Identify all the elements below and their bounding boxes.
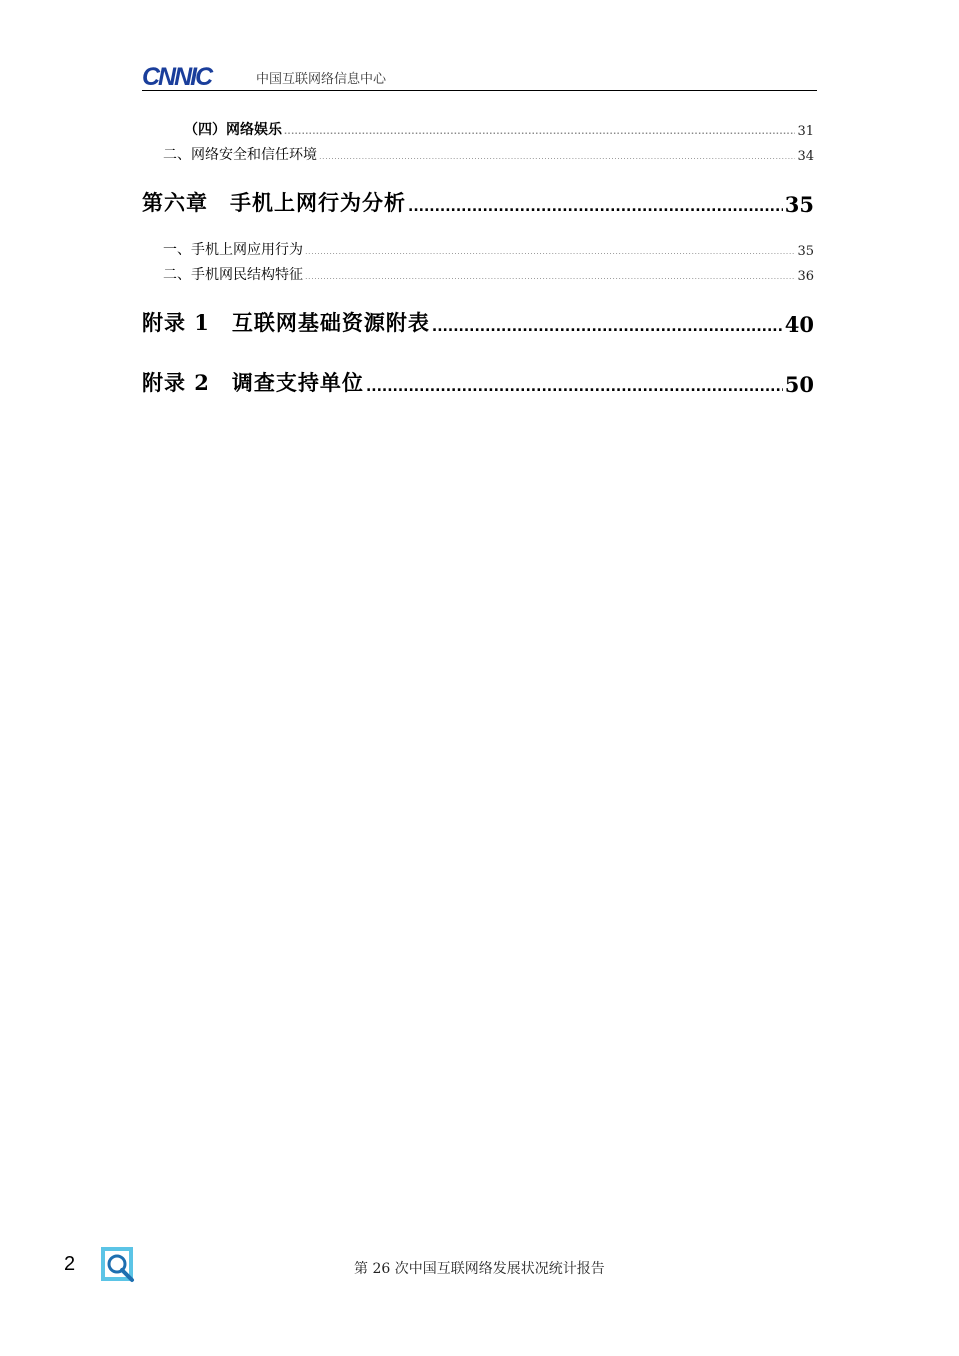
toc-entry-title: 二、手机网民结构特征 [163,267,303,283]
toc-leader [305,270,795,284]
magnifier-logo-icon [100,1246,138,1284]
toc-leader [408,197,783,217]
toc-appendix[interactable] [142,307,814,337]
toc-chapter-title: 第六章 手机上网行为分析 [142,190,406,215]
toc-leader [432,317,783,337]
toc-entry[interactable] [142,144,814,164]
toc-leader [305,245,795,259]
toc-entry-title: 一、手机上网应用行为 [163,242,303,258]
toc-appendix-title: 附录 1 互联网基础资源附表 [142,310,430,335]
toc-leader [319,150,795,164]
toc-entry-page: 34 [797,149,814,164]
page-header [142,62,817,91]
toc-leader [366,377,783,397]
toc-leader [284,125,795,139]
toc-entry[interactable] [142,119,814,139]
svg-text:CNNIC: CNNIC [142,64,212,88]
toc-entry-page: 31 [797,124,814,139]
toc-entry-page: 36 [797,269,814,284]
cnnic-logo [142,64,242,88]
toc-appendix-page: 50 [784,372,814,397]
toc-entry[interactable] [142,239,814,259]
toc-entry[interactable] [142,264,814,284]
toc-entry-title: （四）网络娱乐 [184,122,282,138]
toc-appendix-title: 附录 2 调查支持单位 [142,370,364,395]
toc-entry-title: 二、网络安全和信任环境 [163,147,317,163]
toc-entry-page: 35 [797,244,814,259]
report-title: 第 26 次中国互联网络发展状况统计报告 [354,1261,605,1277]
toc-appendix-page: 40 [784,312,814,337]
page-number: 2 [64,1253,76,1275]
toc-appendix[interactable] [142,367,814,397]
toc-chapter[interactable] [142,187,814,217]
org-name: 中国互联网络信息中心 [256,72,387,87]
toc-chapter-page: 35 [784,192,814,217]
